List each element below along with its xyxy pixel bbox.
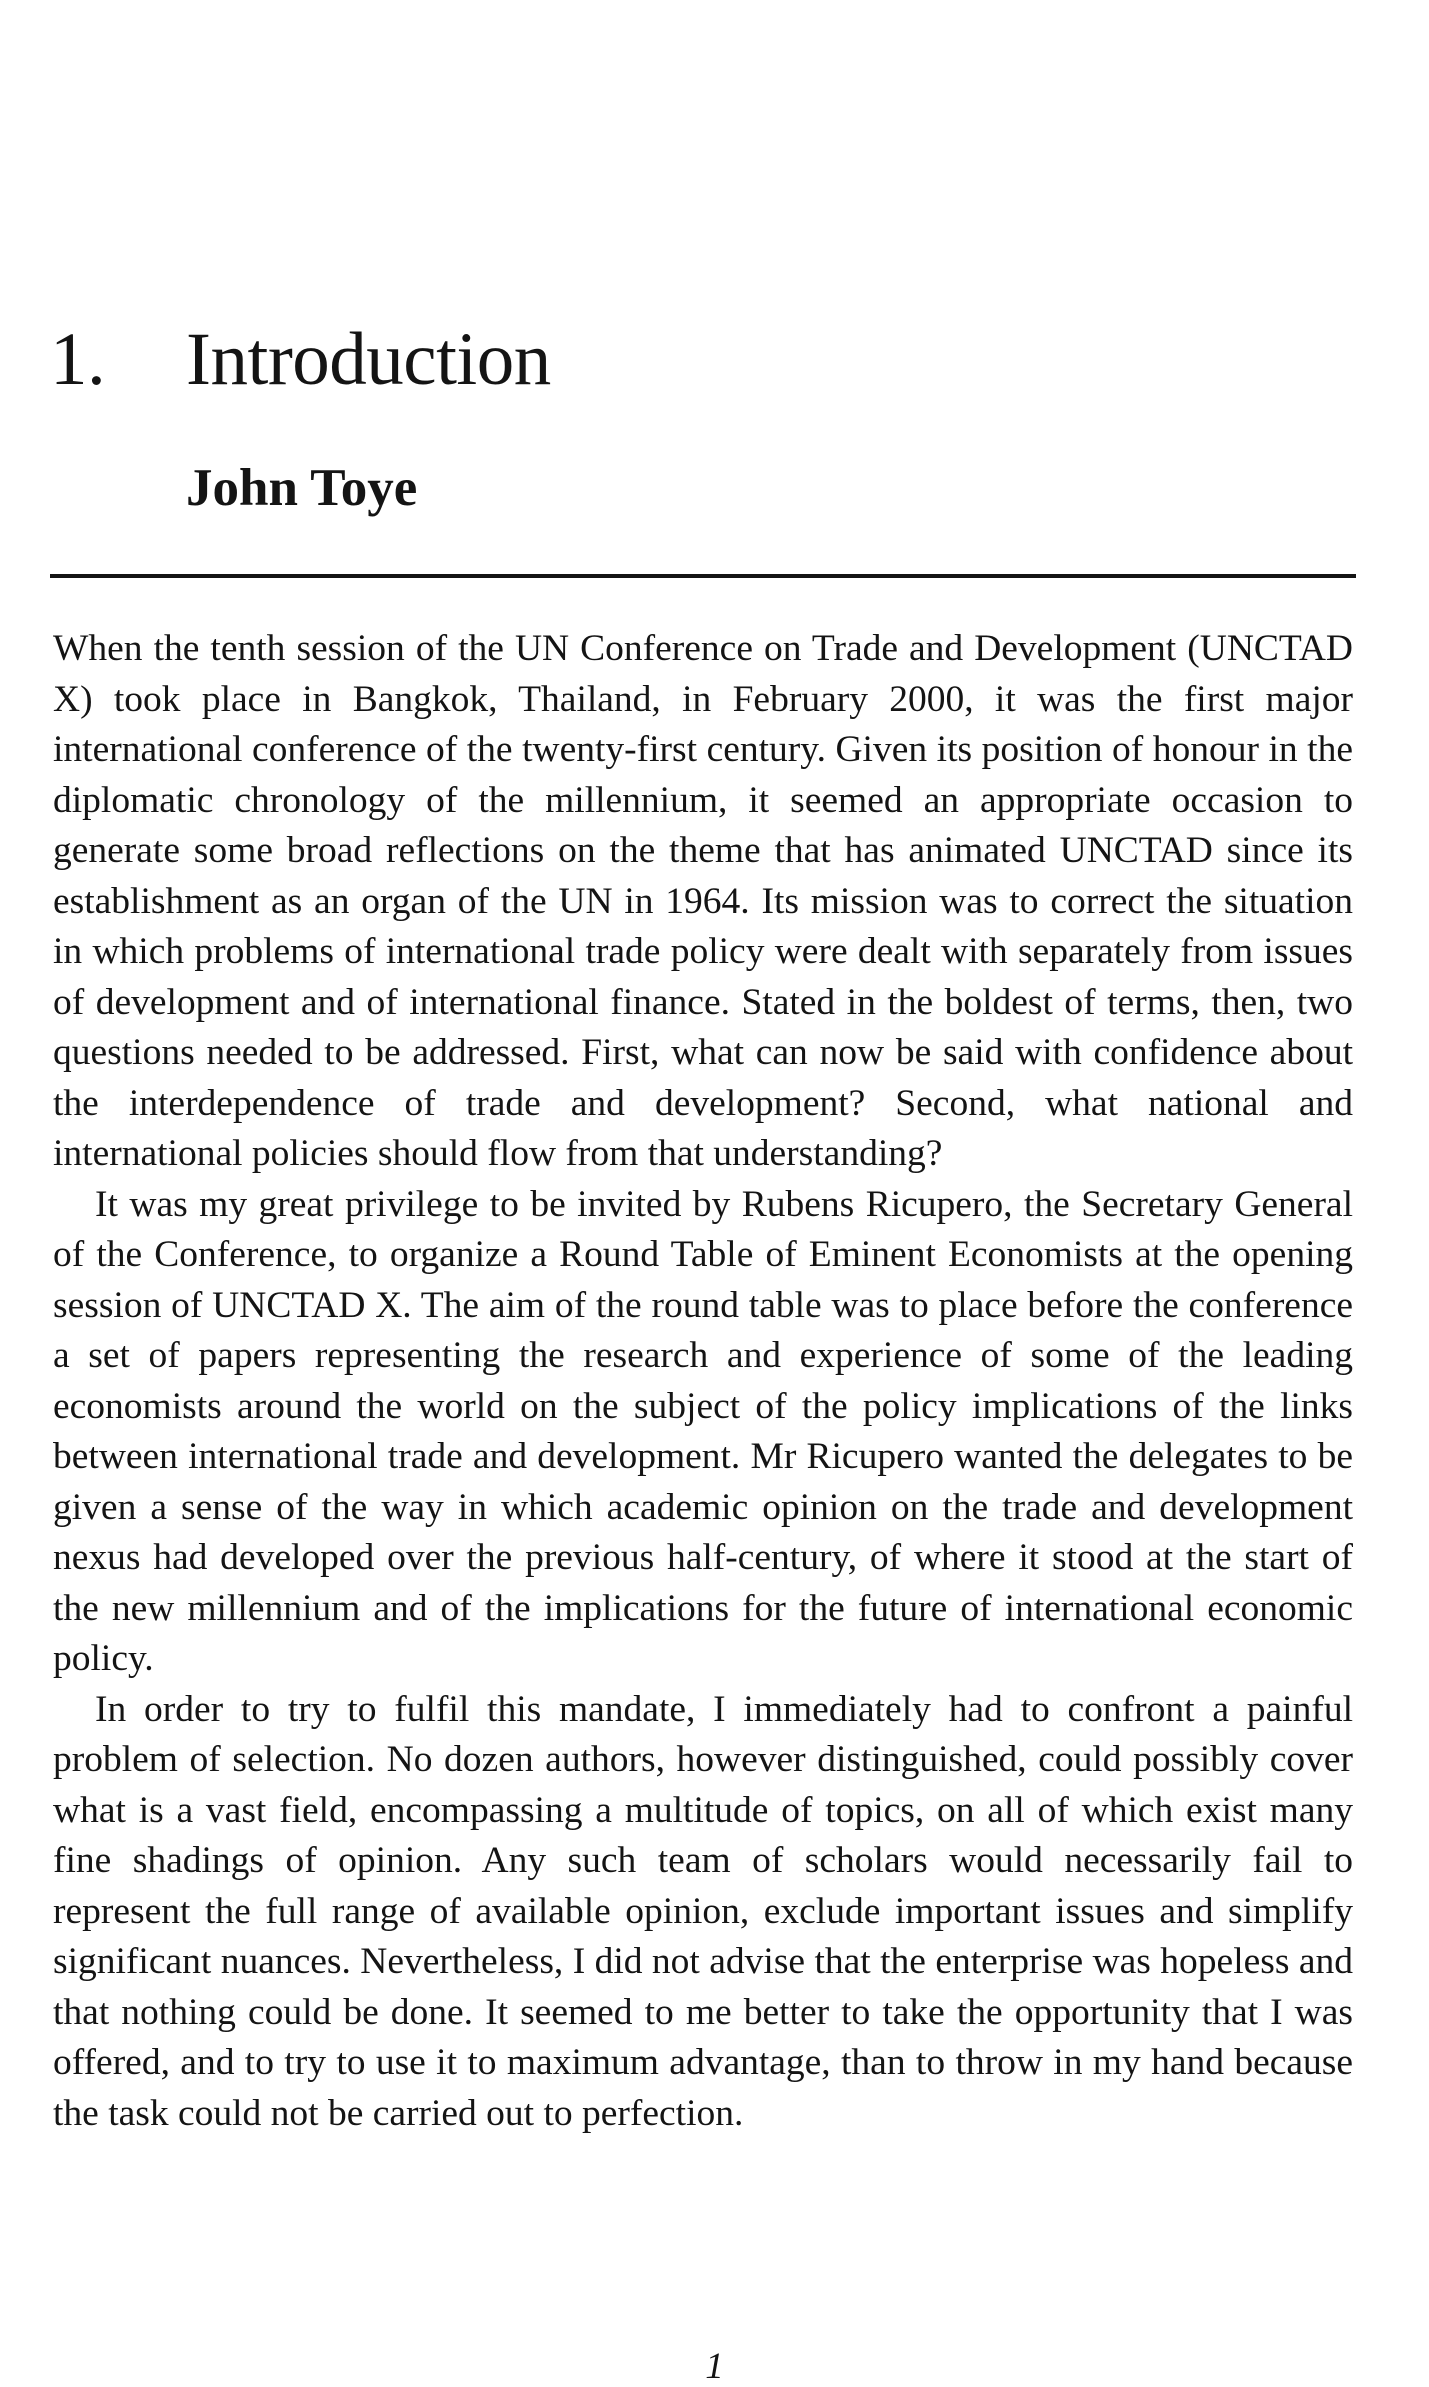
chapter-heading: [50, 318, 551, 401]
paragraph-2: It was my great privilege to be invited by Rubens Ricupero, the Secretary General of the Conference, to organize a Round Table of Eminent Economists at the opening session of UNCTAD X. The aim of the round table was to place before the conference a set of papers representing the research and experience of some of the leading economists around the world on the subject of the policy implications of the links between international trade and development. Mr Ricupero wanted the delegates to be given a sense of the way in which academic opinion on the trade and development nexus had developed over the previous half-century, of where it stood at the start of the new millennium and of the implications for the future of international economic policy.: [53, 1183, 1353, 1679]
chapter-author: John Toye: [186, 459, 418, 517]
body-text: [53, 624, 1353, 2139]
chapter-number: 1.: [50, 318, 106, 401]
paragraph-3: In order to try to fulfil this mandate, I immediately had to confront a painful problem of selection. No dozen authors, however distinguished, could possibly cover what is a vast field, encompassing a multitude of topics, on all of which exist many fine shadings of opinion. Any such team of scholars would necessarily fail to represent the full range of available opinion, exclude important issues and simplify significant nuances. Nevertheless, I did not advise that the enterprise was hopeless and that nothing could be done. It seemed to me better to take the opportunity that I was offered, and to try to use it to maximum advantage, than to throw in my hand because the task could not be carried out to perfection.: [53, 1688, 1353, 2134]
paragraph-1: When the tenth session of the UN Conference on Trade and Development (UNCTAD X) took place in Bangkok, Thailand, in February 2000, it was the first major international conference of the twenty-first century. Given its position of honour in the diplomatic chronology of the millennium, it seemed an appropriate occasion to generate some broad reflections on the theme that has animated UNCTAD since its establishment as an organ of the UN in 1964. Its mission was to correct the situation in which problems of international trade policy were dealt with separately from issues of development and of international finance. Stated in the boldest of terms, then, two questions needed to be addressed. First, what can now be said with confidence about the interdependence of trade and development? Second, what national and international policies should flow from that understanding?: [53, 628, 1353, 1174]
page-number: 1: [705, 2346, 724, 2387]
heading-rule: [50, 574, 1356, 578]
chapter-title: Introduction: [186, 318, 551, 401]
